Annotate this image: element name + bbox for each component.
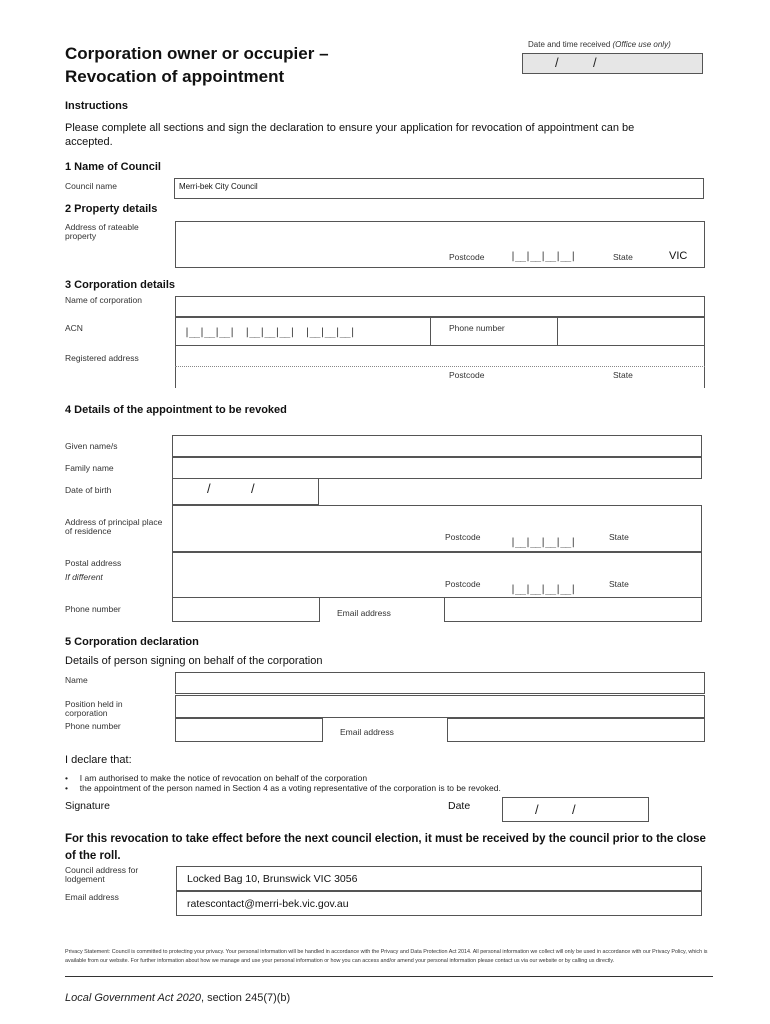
council-name-value: Merri-bek City Council: [179, 182, 258, 191]
postcode-boxes[interactable]: |__|__|__|__|: [510, 251, 576, 262]
position-field[interactable]: [175, 695, 705, 718]
appointee-phone-label: Phone number: [65, 604, 121, 614]
lodgement-notice: For this revocation to take effect before the next council election, it must be received by the council prior to the close of the roll.: [65, 833, 706, 862]
acn-label: ACN: [65, 323, 83, 333]
family-name-label: Family name: [65, 463, 114, 473]
signer-name-field[interactable]: [175, 672, 705, 694]
date-label: Date: [448, 800, 471, 812]
section5-heading: 5 Corporation declaration: [65, 636, 199, 648]
section1-heading: 1 Name of Council: [65, 161, 161, 173]
form-title-line1: Corporation owner or occupier –: [65, 44, 329, 63]
form-title: [65, 42, 329, 88]
given-names-label: Given name/s: [65, 441, 118, 451]
state-label: State: [609, 532, 629, 542]
section5-subheading: Details of person signing on behalf of the corporation: [65, 655, 323, 667]
position-label: Position held in corporation: [65, 699, 123, 718]
date-slash: /: [251, 481, 255, 496]
state-label: State: [613, 252, 633, 262]
corporation-phone-field[interactable]: [557, 317, 705, 346]
corporation-name-label: Name of corporation: [65, 295, 143, 305]
property-address-label: Address of rateable property: [65, 222, 139, 241]
phone-label: Phone number: [449, 323, 505, 333]
council-name-field[interactable]: [174, 178, 704, 199]
office-use-date-field: [522, 53, 703, 74]
instructions-text: Please complete all sections and sign the declaration to ensure your application for revocation of appointment can be accepted.: [65, 122, 635, 148]
dob-label: Date of birth: [65, 485, 112, 495]
phone-label-cell: [430, 317, 558, 346]
acn-field[interactable]: [175, 317, 431, 346]
section4-heading: 4 Details of the appointment to be revoked: [65, 404, 287, 416]
date-slash: /: [593, 55, 597, 70]
declaration-bullet: • I am authorised to make the notice of revocation on behalf of the corporation: [65, 773, 368, 783]
declaration-bullet: • the appointment of the person named in Section 4 as a voting representative of the corporation is to be revoked.: [65, 783, 501, 793]
principal-address-field[interactable]: [172, 505, 702, 552]
state-label: State: [609, 579, 629, 589]
appointee-email-label: Email address: [337, 608, 391, 618]
postal-address-label: Postal address: [65, 558, 122, 568]
postal-address-field[interactable]: [172, 552, 702, 598]
council-address-field: [176, 866, 702, 891]
date-slash: /: [572, 802, 576, 817]
principal-address-label: Address of principal place of residence: [65, 517, 163, 536]
lodgement-email-label: Email address: [65, 892, 119, 902]
lodgement-email-field: [176, 891, 702, 916]
property-address-field[interactable]: [175, 221, 705, 268]
instructions-heading: Instructions: [65, 100, 128, 112]
signer-phone-field[interactable]: [175, 718, 323, 742]
section3-heading: 3 Corporation details: [65, 279, 176, 291]
date-slash: /: [535, 802, 539, 817]
acn-boxes: |__|__|__| |__|__|__| |__|__|__|: [184, 327, 355, 338]
signer-phone-label: Phone number: [65, 721, 121, 731]
lodgement-email-value: ratescontact@merri-bek.vic.gov.au: [187, 898, 349, 910]
date-slash: /: [207, 481, 211, 496]
registered-address-label: Registered address: [65, 353, 139, 363]
council-address-value: Locked Bag 10, Brunswick VIC 3056: [187, 873, 358, 885]
footer-section: , section 245(7)(b): [200, 992, 291, 1004]
family-name-field[interactable]: [172, 457, 702, 479]
postcode-label: Postcode: [449, 370, 485, 380]
date-slash: /: [555, 55, 559, 70]
appointee-phone-field[interactable]: [172, 597, 320, 622]
council-name-label: Council name: [65, 181, 117, 191]
postcode-boxes[interactable]: |__|__|__|__|: [510, 537, 576, 548]
state-label: State: [613, 370, 633, 380]
postcode-label: Postcode: [445, 579, 481, 589]
section2-heading: 2 Property details: [65, 203, 158, 215]
postcode-label: Postcode: [449, 252, 485, 262]
declaration-date-field[interactable]: [502, 797, 649, 822]
declare-heading: I declare that:: [65, 754, 132, 766]
signer-email-field[interactable]: [447, 718, 705, 742]
postcode-label: Postcode: [445, 532, 481, 542]
state-value: VIC: [669, 250, 688, 262]
signer-name-label: Name: [65, 675, 88, 685]
appointee-email-field[interactable]: [444, 597, 702, 622]
privacy-statement: Privacy Statement: Council is committed to protecting your privacy. Your personal information will be handled in accordance with the Privacy and Data Protection Act 2014. All personal information we collect will only be used in accordance with our Privacy Policy, which is available from our website. For further information about how we manage and use your personal information or how you can access and/or amend your personal information please contact us via our website or by calling us directly.: [65, 949, 708, 964]
postal-if-different: If different: [65, 572, 103, 582]
dotted-divider: [175, 366, 705, 367]
footer-act: Local Government Act 2020: [65, 992, 201, 1004]
given-names-field[interactable]: [172, 435, 702, 457]
council-address-label: Council address for lodgement: [65, 865, 139, 884]
footer-citation: [65, 992, 290, 1004]
dob-field[interactable]: [172, 478, 319, 505]
corporation-name-field[interactable]: [175, 296, 705, 317]
office-use-label: Date and time received (Office use only): [528, 40, 671, 49]
signature-label: Signature: [65, 800, 110, 812]
signer-email-label: Email address: [340, 727, 394, 737]
footer-rule: [65, 976, 713, 977]
form-title-line2: Revocation of appointment: [65, 67, 285, 86]
postcode-boxes[interactable]: |__|__|__|__|: [510, 584, 576, 595]
